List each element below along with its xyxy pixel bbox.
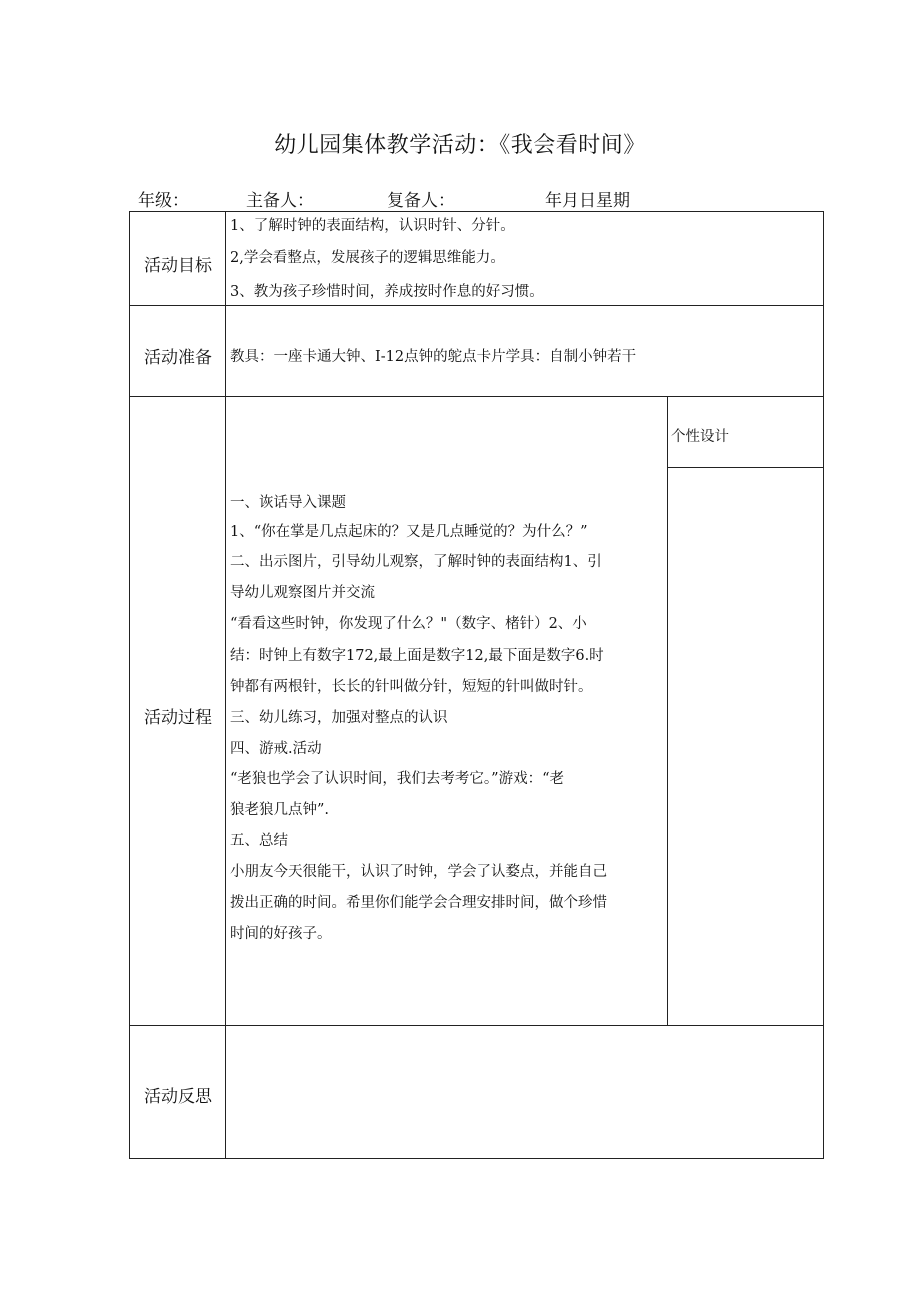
process-line: 一、诙话导入课题 [230,495,346,511]
reflection-label: 活动反思 [144,1087,212,1107]
process-line: “老狼也学会了认识时间，我们去考考它。”游戏：“老 [230,771,564,787]
prep-text: 教具：一座卡通大钟、I-12点钟的鸵点卡片学具：自制小钟若干 [230,349,637,365]
process-line: “看看这些时钟，你发现了什么？"（数字、楮针）2、小 [230,616,587,632]
personal-design-label: 个性设计 [671,429,729,445]
process-line: 钟都有两根针，长长的针叫做分针，短短的针叫做时针。 [230,679,593,695]
process-line: 小朋友今天很能干，认识了时钟，学会了认婺点，并能自己 [230,864,607,880]
process-line: 导幼儿观察图片并交流 [230,585,375,601]
prep-label: 活动准备 [144,348,212,368]
process-line: 狼老狼几点钟”. [230,802,330,818]
process-line: 时间的好孩子。 [230,926,332,942]
process-line: 五、总结 [230,833,288,849]
process-label: 活动过程 [144,708,212,728]
page-title: 幼儿园集体教学活动：《我会看时间》 [274,133,646,158]
process-line: 三、幼儿练习，加强对整点的认识 [230,710,448,726]
co-host-label: 复备人： [387,191,455,211]
goal-item: 3、教为孩子珍惜时间，养成按时作息的好习惯。 [230,284,544,300]
goals-label: 活动目标 [144,256,212,276]
grade-label: 年级： [138,191,189,211]
goal-item: 2,学会看整点，发展孩子的逻辑思维能力。 [230,250,505,266]
process-line: 结：时钟上有数字172,最上面是数字12,最下面是数字6.时 [230,648,604,664]
process-line: 1、“你在掌是几点起床的？又是几点睡觉的？为什么？” [230,524,588,540]
date-label: 年月日星期 [545,191,630,211]
process-line: 拨出正确的时间。希里你们能学会合理安排时间，做个珍惜 [230,895,607,911]
goal-item: 1、了解时钟的表面结构，认识时针、分针。 [230,218,515,234]
process-line: 四、游戒.活动 [230,741,322,757]
process-line: 二、出示图片，引导幼儿观察，了解时钟的表面结构1、引 [230,554,602,570]
host-label: 主备人： [246,191,314,211]
